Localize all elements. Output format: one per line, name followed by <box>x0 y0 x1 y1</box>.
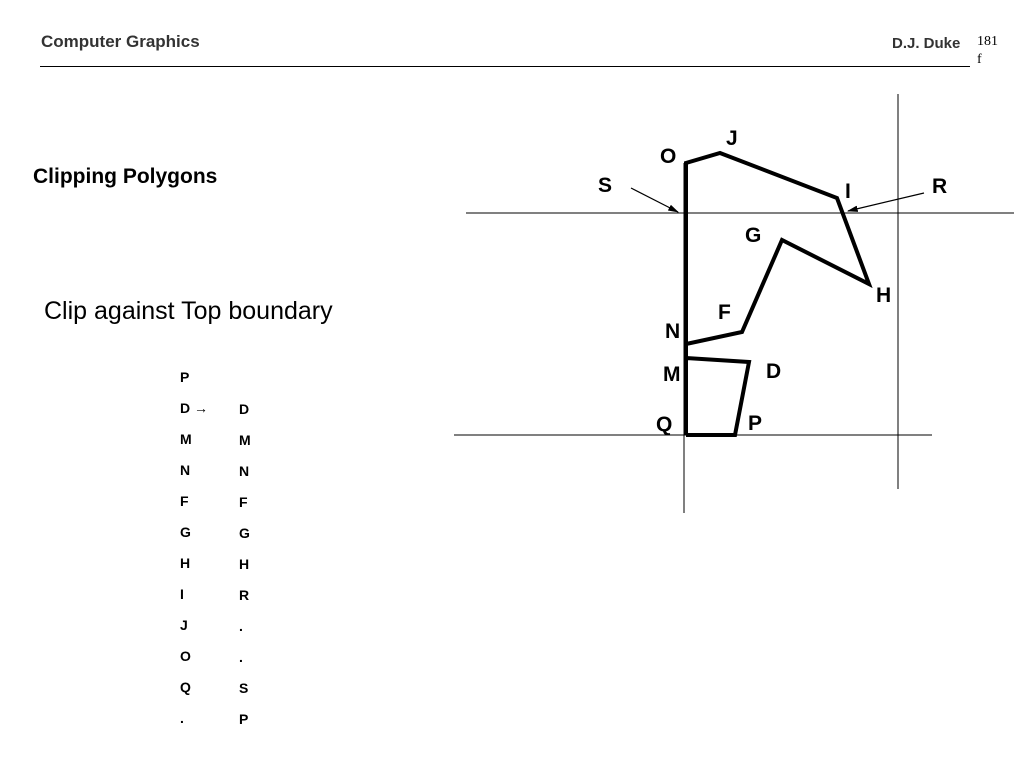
output-vertex: G <box>239 525 250 541</box>
output-vertex: M <box>239 432 251 448</box>
vertex-label-r: R <box>932 175 948 198</box>
slide-subtitle: Clip against Top boundary <box>44 297 333 325</box>
output-vertex: N <box>239 463 250 479</box>
input-vertex: J <box>180 617 188 633</box>
vertex-label-q: Q <box>656 413 673 436</box>
header-author: D.J. Duke <box>892 35 961 52</box>
arrow-s <box>631 188 678 212</box>
input-vertex: G <box>180 524 191 540</box>
polygon-outline <box>686 153 869 435</box>
output-vertex: S <box>239 680 249 696</box>
output-vertex: F <box>239 494 248 510</box>
vertex-label-o: O <box>660 145 677 168</box>
input-vertex: . <box>180 710 184 726</box>
vertex-label-f: F <box>718 301 731 324</box>
output-vertex: P <box>239 711 249 727</box>
vertex-label-s: S <box>598 174 613 197</box>
header-title: Computer Graphics <box>41 32 200 51</box>
output-vertex: R <box>239 587 250 603</box>
input-vertex: H <box>180 555 191 571</box>
vertex-label-h: H <box>876 284 892 307</box>
input-vertex: M <box>180 431 192 447</box>
page-number-value: 181 <box>977 34 998 49</box>
input-vertex: Q <box>180 679 191 695</box>
slide-title: Clipping Polygons <box>33 165 218 188</box>
input-vertex: O <box>180 648 191 664</box>
input-vertex: D → <box>180 400 208 416</box>
vertex-label-j: J <box>726 127 738 150</box>
page-number-suffix: f <box>977 52 982 67</box>
arrow-r <box>848 193 924 211</box>
input-vertex: P <box>180 369 190 385</box>
vertex-label-m: M <box>663 363 681 386</box>
input-vertex: F <box>180 493 189 509</box>
output-vertex: . <box>239 618 243 634</box>
output-vertex: D <box>239 401 250 417</box>
vertex-label-i: I <box>845 180 851 203</box>
vertex-label-d: D <box>766 360 782 383</box>
input-vertex: N <box>180 462 191 478</box>
output-vertex: H <box>239 556 250 572</box>
vertex-label-g: G <box>745 224 762 247</box>
input-vertex: I <box>180 586 184 602</box>
output-vertex: . <box>239 649 243 665</box>
vertex-label-n: N <box>665 320 681 343</box>
vertex-label-p: P <box>748 412 763 435</box>
